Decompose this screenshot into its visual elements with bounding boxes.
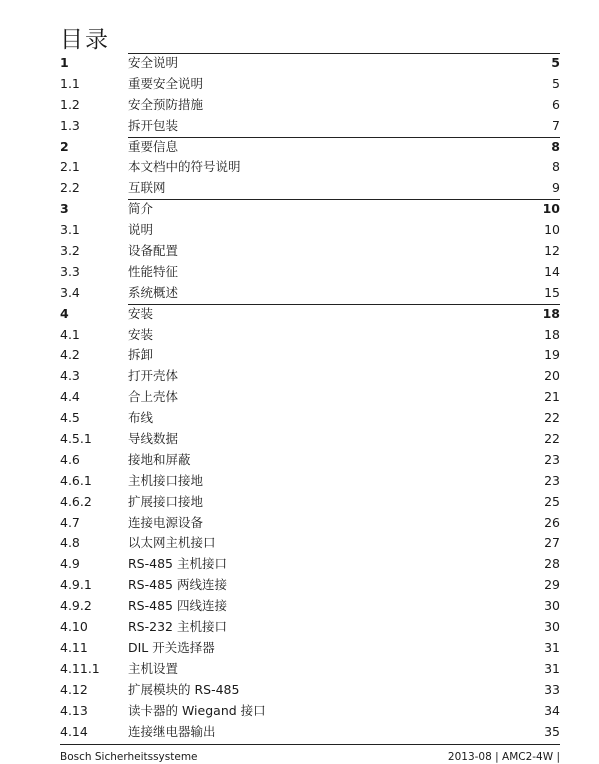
toc-entry-page: 18 xyxy=(542,305,560,321)
toc-entry-page: 5 xyxy=(552,75,560,91)
toc-entry-number: 2.1 xyxy=(60,159,80,175)
toc-entry-page: 9 xyxy=(552,180,560,196)
toc-entry-title: RS-485 两线连接 xyxy=(128,577,227,593)
toc-entry-number: 4.1 xyxy=(60,326,80,342)
toc-entry-number: 4.11.1 xyxy=(60,660,100,676)
toc-entry-number: 4.10 xyxy=(60,619,88,635)
toc-entry[interactable] xyxy=(0,283,599,304)
toc-entry[interactable] xyxy=(0,638,599,659)
toc-entry-title: 拆开包装 xyxy=(128,117,179,133)
table-of-contents xyxy=(0,53,599,742)
toc-entry[interactable] xyxy=(0,722,599,743)
toc-entry-page: 28 xyxy=(544,556,560,572)
toc-entry-title: 布线 xyxy=(128,410,154,426)
toc-entry[interactable] xyxy=(0,450,599,471)
toc-entry-title: RS-485 主机接口 xyxy=(128,556,227,572)
toc-entry-number: 4.5.1 xyxy=(60,431,92,447)
toc-entry-page: 8 xyxy=(551,138,560,154)
toc-entry-title: 主机设置 xyxy=(128,660,179,676)
toc-entry-title: 拆卸 xyxy=(128,347,154,363)
toc-entry-page: 12 xyxy=(544,243,560,259)
toc-entry-title: 安全预防措施 xyxy=(128,96,204,112)
toc-entry[interactable] xyxy=(0,596,599,617)
page-title: 目录 xyxy=(60,27,110,54)
toc-entry-number: 4.6 xyxy=(60,451,80,467)
toc-entry-page: 8 xyxy=(552,159,560,175)
toc-entry-page: 14 xyxy=(544,263,560,279)
toc-entry-number: 1.2 xyxy=(60,96,80,112)
toc-entry-page: 18 xyxy=(544,326,560,342)
toc-entry-title: 性能特征 xyxy=(128,263,179,279)
toc-entry-title: 安装 xyxy=(128,326,154,342)
toc-entry[interactable] xyxy=(0,178,599,199)
toc-chapter-entry[interactable] xyxy=(0,137,599,158)
toc-entry-title: 读卡器的 Wiegand 接口 xyxy=(128,702,266,718)
toc-entry-title: 连接电源设备 xyxy=(128,514,204,530)
toc-entry-number: 2 xyxy=(60,138,69,154)
toc-entry-title: 扩展接口接地 xyxy=(128,493,204,509)
footer-divider xyxy=(60,744,560,745)
toc-entry-title: DIL 开关选择器 xyxy=(128,639,215,655)
toc-entry-title: 主机接口接地 xyxy=(128,472,204,488)
toc-entry-page: 10 xyxy=(544,222,560,238)
toc-entry[interactable] xyxy=(0,116,599,137)
toc-entry[interactable] xyxy=(0,617,599,638)
toc-entry-number: 4.13 xyxy=(60,702,88,718)
toc-entry[interactable] xyxy=(0,325,599,346)
toc-entry-page: 30 xyxy=(544,619,560,635)
toc-chapter-entry[interactable] xyxy=(0,53,599,74)
toc-entry-title: 合上壳体 xyxy=(128,389,179,405)
toc-entry-number: 4.5 xyxy=(60,410,80,426)
toc-entry-number: 4.2 xyxy=(60,347,80,363)
toc-entry-title: 重要信息 xyxy=(128,138,179,154)
toc-entry[interactable] xyxy=(0,701,599,722)
toc-entry-number: 2.2 xyxy=(60,180,80,196)
toc-entry[interactable] xyxy=(0,492,599,513)
toc-entry-number: 3 xyxy=(60,201,69,217)
toc-entry-title: 重要安全说明 xyxy=(128,75,204,91)
toc-entry-page: 23 xyxy=(544,451,560,467)
toc-entry-page: 27 xyxy=(544,535,560,551)
toc-entry-number: 1.3 xyxy=(60,117,80,133)
toc-entry[interactable] xyxy=(0,533,599,554)
toc-entry[interactable] xyxy=(0,262,599,283)
toc-entry-title: 安全说明 xyxy=(128,55,179,70)
toc-entry-number: 1 xyxy=(60,55,69,70)
toc-entry-number: 4.6.1 xyxy=(60,472,92,488)
toc-entry-title: 互联网 xyxy=(128,180,166,196)
toc-entry-page: 29 xyxy=(544,577,560,593)
toc-entry-number: 4.9 xyxy=(60,556,80,572)
toc-entry[interactable] xyxy=(0,513,599,534)
toc-entry-page: 31 xyxy=(544,660,560,676)
toc-chapter-entry[interactable] xyxy=(0,199,599,220)
toc-entry-page: 35 xyxy=(544,723,560,739)
toc-chapter-entry[interactable] xyxy=(0,304,599,325)
toc-entry-number: 4 xyxy=(60,305,69,321)
toc-entry-number: 1.1 xyxy=(60,75,80,91)
toc-entry-page: 31 xyxy=(544,639,560,655)
toc-entry-title: RS-232 主机接口 xyxy=(128,619,227,635)
footer-publisher: Bosch Sicherheitssysteme xyxy=(60,751,198,763)
toc-entry-number: 3.3 xyxy=(60,263,80,279)
toc-entry-page: 6 xyxy=(552,96,560,112)
toc-entry-title: 导线数据 xyxy=(128,431,179,447)
toc-entry-number: 3.2 xyxy=(60,243,80,259)
toc-entry-number: 3.1 xyxy=(60,222,80,238)
footer-doc-info: 2013-08 | AMC2-4W | xyxy=(447,751,560,763)
toc-entry-page: 5 xyxy=(551,55,560,70)
toc-entry-page: 23 xyxy=(544,472,560,488)
toc-entry-number: 4.7 xyxy=(60,514,80,530)
toc-entry[interactable] xyxy=(0,345,599,366)
toc-entry[interactable] xyxy=(0,387,599,408)
toc-entry-page: 21 xyxy=(544,389,560,405)
toc-entry-number: 4.12 xyxy=(60,681,88,697)
toc-entry-number: 4.6.2 xyxy=(60,493,92,509)
toc-entry-number: 4.9.1 xyxy=(60,577,92,593)
toc-entry[interactable] xyxy=(0,74,599,95)
toc-entry-title: 简介 xyxy=(128,201,154,217)
toc-entry-page: 20 xyxy=(544,368,560,384)
toc-entry[interactable] xyxy=(0,241,599,262)
toc-entry-title: 接地和屏蔽 xyxy=(128,451,191,467)
toc-entry-number: 4.11 xyxy=(60,639,88,655)
toc-entry-title: 打开壳体 xyxy=(128,368,179,384)
toc-entry-page: 15 xyxy=(544,284,560,300)
toc-entry[interactable] xyxy=(0,95,599,116)
toc-entry[interactable] xyxy=(0,680,599,701)
toc-entry-number: 4.14 xyxy=(60,723,88,739)
toc-entry-title: 说明 xyxy=(128,222,154,238)
toc-entry-page: 22 xyxy=(544,410,560,426)
toc-entry-title: 设备配置 xyxy=(128,243,179,259)
toc-entry-page: 30 xyxy=(544,598,560,614)
toc-entry-title: 系统概述 xyxy=(128,284,179,300)
toc-entry-number: 4.4 xyxy=(60,389,80,405)
toc-entry[interactable] xyxy=(0,429,599,450)
toc-entry-title: 本文档中的符号说明 xyxy=(128,159,241,175)
toc-entry-number: 4.3 xyxy=(60,368,80,384)
toc-entry-page: 10 xyxy=(542,201,560,217)
toc-entry[interactable] xyxy=(0,575,599,596)
toc-entry-number: 3.4 xyxy=(60,284,80,300)
toc-entry-page: 7 xyxy=(552,117,560,133)
toc-entry[interactable] xyxy=(0,554,599,575)
toc-entry[interactable] xyxy=(0,659,599,680)
toc-entry-page: 22 xyxy=(544,431,560,447)
toc-entry-title: 安装 xyxy=(128,305,154,321)
toc-entry[interactable] xyxy=(0,471,599,492)
page-footer xyxy=(60,750,560,764)
toc-entry[interactable] xyxy=(0,408,599,429)
toc-entry-page: 34 xyxy=(544,702,560,718)
toc-entry-page: 19 xyxy=(544,347,560,363)
toc-entry-title: RS-485 四线连接 xyxy=(128,598,227,614)
toc-entry-title: 扩展模块的 RS-485 xyxy=(128,681,240,697)
toc-entry-title: 以太网主机接口 xyxy=(128,535,216,551)
toc-entry-title: 连接继电器输出 xyxy=(128,723,216,739)
toc-entry[interactable] xyxy=(0,157,599,178)
toc-entry-page: 26 xyxy=(544,514,560,530)
toc-entry[interactable] xyxy=(0,366,599,387)
toc-entry-page: 25 xyxy=(544,493,560,509)
toc-entry[interactable] xyxy=(0,220,599,241)
toc-entry-number: 4.9.2 xyxy=(60,598,92,614)
toc-entry-number: 4.8 xyxy=(60,535,80,551)
toc-entry-page: 33 xyxy=(544,681,560,697)
